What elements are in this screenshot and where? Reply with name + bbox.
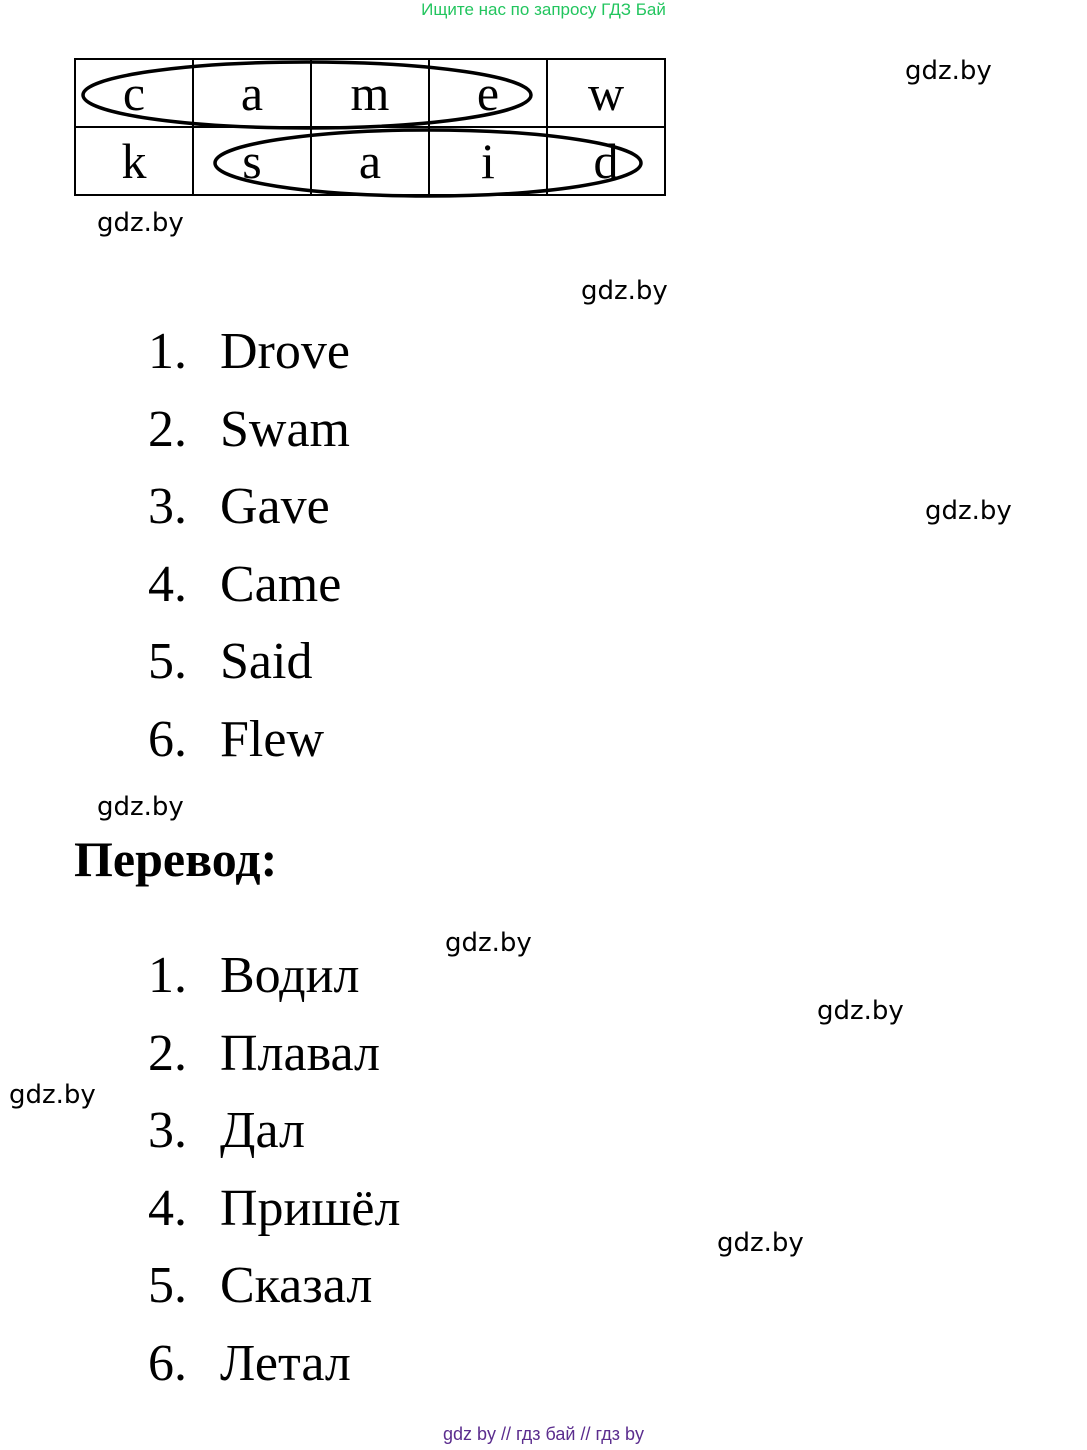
list-item: [148, 701, 350, 779]
watermark: gdz.by: [925, 496, 1012, 526]
item-word: Said: [220, 633, 313, 690]
item-word: Drove: [220, 323, 350, 380]
item-number: 5.: [148, 633, 187, 690]
item-number: 4.: [148, 555, 187, 613]
list-item: [148, 937, 400, 1015]
answer-list: [148, 313, 350, 778]
grid-cell: a: [311, 127, 429, 195]
watermark: gdz.by: [905, 56, 992, 86]
item-number: 2.: [148, 1024, 187, 1082]
grid-row: [75, 127, 665, 195]
item-number: 4.: [148, 1179, 187, 1237]
footer-watermark: gdz by // гдз бай // гдз by: [442, 1424, 645, 1444]
watermark: gdz.by: [717, 1228, 804, 1258]
watermark: gdz.by: [581, 276, 668, 306]
list-item: [148, 468, 350, 546]
item-word: Swam: [220, 400, 350, 458]
watermark: gdz.by: [445, 928, 532, 958]
item-number: 1.: [148, 323, 187, 380]
item-word: Flew: [220, 710, 324, 768]
item-word: Плавал: [220, 1024, 380, 1082]
translation-list: [148, 937, 400, 1402]
item-word: Летал: [220, 1334, 351, 1392]
item-number: 6.: [148, 1334, 187, 1392]
list-item: [148, 1247, 400, 1325]
watermark: gdz.by: [97, 792, 184, 822]
grid-row: [75, 59, 665, 127]
item-word: Came: [220, 555, 342, 613]
list-item: [148, 546, 350, 624]
list-item: [148, 1015, 400, 1093]
item-word: Пришёл: [220, 1179, 401, 1237]
list-item: [148, 1170, 400, 1248]
item-number: 6.: [148, 710, 187, 768]
list-item: [148, 1325, 400, 1403]
grid-cell: i: [429, 127, 547, 195]
item-word: Gave: [220, 478, 330, 535]
list-item: [148, 391, 350, 469]
list-item: [148, 623, 350, 701]
grid-cell: w: [547, 59, 665, 127]
item-number: 1.: [148, 947, 187, 1004]
watermark: gdz.by: [817, 996, 904, 1026]
item-word: Водил: [220, 947, 360, 1004]
grid-cell: c: [75, 59, 193, 127]
item-number: 3.: [148, 478, 187, 535]
item-word: Дал: [220, 1102, 305, 1159]
grid-cell: a: [193, 59, 311, 127]
list-item: [148, 313, 350, 391]
grid-cell: d: [547, 127, 665, 195]
translation-heading: Перевод:: [74, 831, 278, 887]
watermark: gdz.by: [97, 208, 184, 238]
item-number: 2.: [148, 400, 187, 458]
item-word: Сказал: [220, 1257, 373, 1314]
list-item: [148, 1092, 400, 1170]
letter-grid: [74, 58, 666, 196]
top-banner: Ищите нас по запросу ГДЗ Бай: [421, 0, 666, 19]
grid-cell: k: [75, 127, 193, 195]
watermark: gdz.by: [9, 1080, 96, 1110]
item-number: 5.: [148, 1257, 187, 1314]
item-number: 3.: [148, 1102, 187, 1159]
grid-cell: s: [193, 127, 311, 195]
grid-cell: m: [311, 59, 429, 127]
grid-cell: e: [429, 59, 547, 127]
